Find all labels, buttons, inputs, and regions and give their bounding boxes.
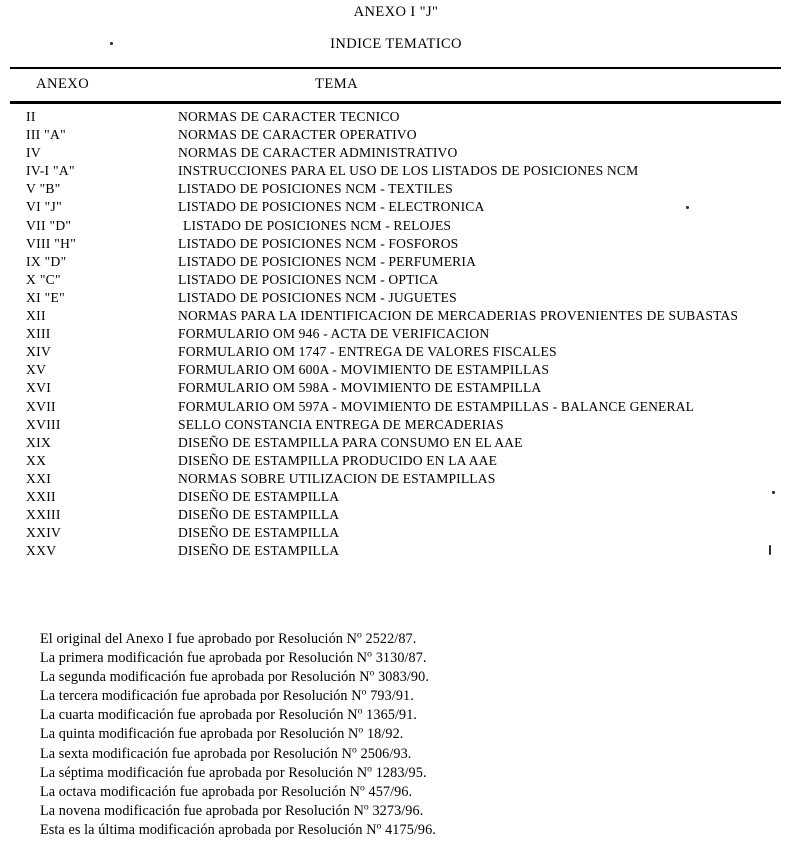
scan-speck	[110, 42, 113, 45]
approval-note-line	[40, 745, 740, 764]
note-ordinal-marker: o	[369, 667, 375, 679]
table-row	[0, 236, 792, 254]
cell-annex: VII "D"	[26, 217, 72, 233]
cell-topic: DISEÑO DE ESTAMPILLA	[178, 543, 340, 559]
note-text: La quinta modificación fue aprobada por Resolución N	[40, 726, 359, 743]
cell-topic: DISEÑO DE ESTAMPILLA	[178, 525, 340, 541]
table-row	[0, 181, 792, 199]
approval-note-line	[40, 706, 740, 725]
table-header-row	[0, 76, 792, 98]
table-row	[0, 199, 792, 217]
approval-note-line	[40, 687, 740, 706]
cell-topic: FORMULARIO OM 946 - ACTA DE VERIFICACION	[178, 326, 490, 342]
cell-annex: X "C"	[26, 271, 61, 287]
note-resolution-number: 457/96.	[364, 783, 413, 800]
index-table-body	[0, 109, 792, 561]
approval-note-line	[40, 764, 740, 783]
cell-topic: LISTADO DE POSICIONES NCM - PERFUMERIA	[178, 253, 477, 269]
page-title: ANEXO I "J"	[353, 4, 439, 20]
cell-annex: V "B"	[26, 181, 61, 197]
cell-annex: XXII	[26, 488, 56, 504]
cell-topic: FORMULARIO OM 1747 - ENTREGA DE VALORES FISCALES	[178, 344, 557, 360]
note-text: La séptima modificación fue aprobada por Resolución N	[40, 764, 368, 781]
note-text: La novena modificación fue aprobada por Resolución N	[40, 802, 364, 819]
cell-topic: SELLO CONSTANCIA ENTREGA DE MERCADERIAS	[178, 416, 504, 432]
cell-topic: FORMULARIO OM 597A - MOVIMIENTO DE ESTAMPILLAS - BALANCE GENERAL	[178, 398, 695, 414]
table-row	[0, 218, 792, 236]
page-subtitle: INDICE TEMATICO	[330, 36, 462, 52]
note-ordinal-marker: o	[359, 782, 365, 794]
note-ordinal-marker: o	[352, 743, 357, 755]
cell-annex: VI "J"	[26, 199, 62, 215]
approval-note-line	[40, 725, 740, 744]
cell-annex: XVIII	[26, 416, 61, 432]
cell-annex: VIII "H"	[26, 235, 77, 251]
cell-topic: FORMULARIO OM 600A - MOVIMIENTO DE ESTAMPILLAS	[178, 362, 550, 378]
cell-topic: NORMAS DE CARACTER TECNICO	[178, 109, 400, 124]
table-row	[0, 380, 792, 398]
approval-note-line	[40, 630, 740, 649]
cell-topic: DISEÑO DE ESTAMPILLA PARA CONSUMO EN EL AAE	[178, 434, 523, 450]
cell-annex: XXIV	[26, 525, 62, 541]
note-ordinal-marker: o	[356, 629, 362, 641]
cell-topic: DISEÑO DE ESTAMPILLA	[178, 488, 340, 504]
cell-topic: LISTADO DE POSICIONES NCM - JUGUETES	[178, 289, 457, 305]
table-row	[0, 290, 792, 308]
note-ordinal-marker: o	[361, 686, 367, 698]
cell-topic: DISEÑO DE ESTAMPILLA PRODUCIDO EN LA AAE	[178, 452, 498, 468]
table-row	[0, 399, 792, 417]
cell-annex: XII	[26, 308, 46, 324]
table-row	[0, 163, 792, 181]
cell-annex: XV	[26, 362, 47, 378]
cell-topic: LISTADO DE POSICIONES NCM - OPTICA	[178, 271, 439, 287]
approval-note-line	[40, 649, 740, 668]
cell-topic: DISEÑO DE ESTAMPILLA	[178, 507, 340, 523]
cell-topic: LISTADO DE POSICIONES NCM - RELOJES	[183, 217, 452, 233]
table-row	[0, 453, 792, 471]
note-ordinal-marker: o	[363, 801, 369, 813]
cell-annex: IV	[26, 145, 41, 161]
scan-speck	[686, 206, 689, 209]
approval-note-line	[40, 802, 740, 821]
note-resolution-number: 1283/95.	[372, 764, 427, 781]
table-top-rule	[10, 67, 781, 69]
note-resolution-number: 18/92.	[363, 726, 404, 743]
note-resolution-number: 3273/96.	[368, 802, 424, 819]
column-header-topic: TEMA	[315, 76, 359, 92]
cell-annex: XI "E"	[26, 289, 65, 305]
approval-note-line	[40, 783, 740, 802]
cell-topic: NORMAS SOBRE UTILIZACION DE ESTAMPILLAS	[178, 470, 496, 486]
table-header-bottom-rule	[10, 101, 781, 104]
table-row	[0, 471, 792, 489]
note-resolution-number: 793/91.	[366, 688, 414, 705]
table-row	[0, 254, 792, 272]
cell-annex: XIII	[26, 326, 51, 342]
table-row	[0, 435, 792, 453]
approval-note-line	[40, 668, 740, 687]
note-resolution-number: 1365/91.	[362, 707, 418, 724]
note-ordinal-marker: o	[367, 762, 373, 774]
note-text: La segunda modificación fue aprobada por Resolución N	[40, 669, 370, 686]
note-resolution-number: 4175/96.	[381, 821, 436, 838]
cell-annex: XXV	[26, 543, 57, 559]
cell-annex: XX	[26, 452, 47, 468]
note-resolution-number: 2522/87.	[361, 631, 417, 647]
cell-topic: INSTRUCCIONES PARA EL USO DE LOS LISTADOS DE POSICIONES NCM	[178, 163, 639, 179]
cell-annex: XIV	[26, 344, 52, 360]
approval-note-line	[40, 821, 740, 840]
note-text: La tercera modificación fue aprobada por Resolución N	[40, 688, 362, 705]
note-ordinal-marker: o	[357, 705, 363, 717]
cell-topic: FORMULARIO OM 598A - MOVIMIENTO DE ESTAMPILLA	[178, 380, 542, 396]
note-resolution-number: 2506/93.	[356, 745, 412, 762]
scan-speck	[769, 545, 771, 555]
note-text: La cuarta modificación fue aprobada por Resolución N	[40, 707, 358, 724]
cell-topic: LISTADO DE POSICIONES NCM - TEXTILES	[178, 181, 453, 197]
table-row	[0, 145, 792, 163]
note-text: La primera modificación fue aprobada por Resolución N	[40, 650, 368, 667]
approval-notes	[40, 630, 740, 840]
cell-topic: LISTADO DE POSICIONES NCM - FOSFOROS	[178, 235, 459, 251]
note-ordinal-marker: o	[367, 648, 373, 660]
column-header-annex: ANEXO	[36, 76, 90, 92]
note-ordinal-marker: o	[376, 820, 382, 832]
cell-topic: NORMAS DE CARACTER OPERATIVO	[178, 127, 417, 143]
note-text: La sexta modificación fue aprobada por Resolución N	[40, 745, 352, 762]
cell-annex: XIX	[26, 434, 52, 450]
cell-annex: XXIII	[26, 507, 61, 523]
table-row	[0, 109, 792, 127]
cell-annex: IV-I "A"	[26, 163, 75, 179]
note-resolution-number: 3083/90.	[374, 669, 429, 686]
scan-speck	[772, 491, 775, 494]
table-row	[0, 326, 792, 344]
cell-topic: LISTADO DE POSICIONES NCM - ELECTRONICA	[178, 199, 485, 215]
table-row	[0, 127, 792, 145]
note-text: El original del Anexo I fue aprobado por Resolución N	[40, 631, 357, 647]
table-row	[0, 543, 792, 561]
table-row	[0, 507, 792, 525]
cell-topic: NORMAS DE CARACTER ADMINISTRATIVO	[178, 145, 458, 161]
cell-annex: III "A"	[26, 127, 66, 143]
table-row	[0, 489, 792, 507]
cell-annex: IX "D"	[26, 253, 67, 269]
cell-annex: II	[26, 109, 36, 124]
cell-annex: XVI	[26, 380, 52, 396]
table-row	[0, 417, 792, 435]
note-text: La octava modificación fue aprobada por Resolución N	[40, 783, 360, 800]
table-row	[0, 272, 792, 290]
table-row	[0, 344, 792, 362]
table-row	[0, 362, 792, 380]
note-ordinal-marker: o	[358, 724, 364, 736]
note-text: Esta es la última modificación aprobada por Resolución N	[40, 821, 377, 838]
cell-annex: XXI	[26, 470, 52, 486]
cell-annex: XVII	[26, 398, 56, 414]
cell-topic: NORMAS PARA LA IDENTIFICACION DE MERCADERIAS PROVENIENTES DE SUBASTAS	[178, 308, 739, 324]
table-row	[0, 308, 792, 326]
note-resolution-number: 3130/87.	[372, 650, 427, 667]
table-row	[0, 525, 792, 543]
